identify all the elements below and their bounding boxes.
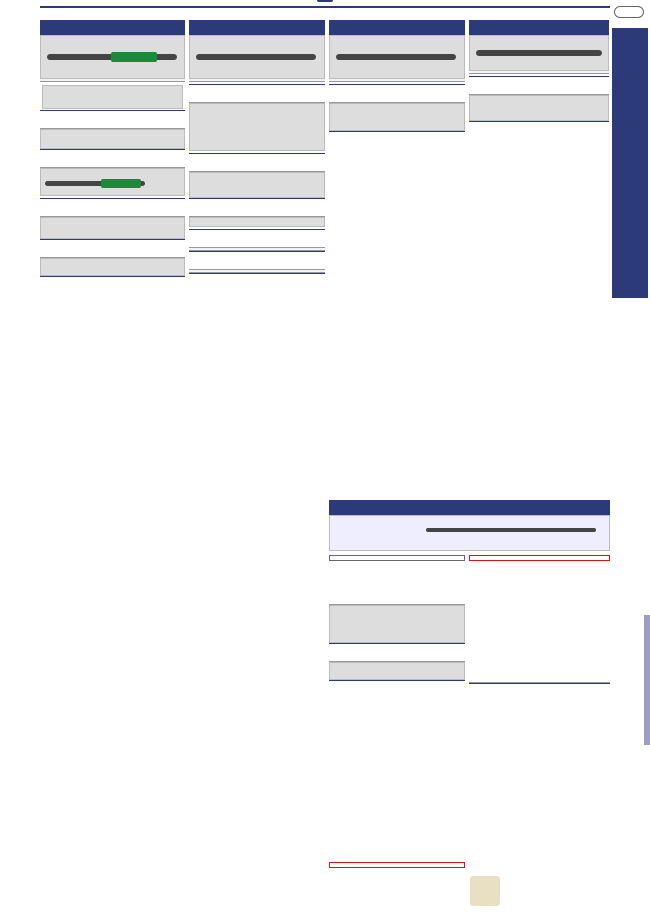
page-number bbox=[614, 6, 644, 18]
section-ratchet-head-3 bbox=[329, 590, 465, 644]
column-2 bbox=[189, 20, 325, 277]
section-torx-head bbox=[189, 233, 325, 252]
product-image bbox=[329, 662, 465, 680]
notes bbox=[40, 196, 185, 198]
product-image bbox=[40, 35, 185, 79]
section-head-adapter bbox=[40, 243, 185, 277]
section-bit-adapter-head bbox=[189, 255, 325, 274]
product-image bbox=[469, 35, 609, 71]
product-image bbox=[329, 605, 465, 643]
section-preset-wrench bbox=[40, 153, 185, 199]
section-open-ring-head-2 bbox=[329, 647, 465, 681]
section-ratchet-head bbox=[189, 88, 325, 154]
product-image bbox=[189, 35, 325, 79]
lower-col3 bbox=[329, 590, 465, 684]
product-image bbox=[189, 217, 325, 227]
product-image bbox=[40, 258, 185, 276]
product-image bbox=[189, 172, 325, 198]
product-image bbox=[40, 129, 185, 149]
nav-marker bbox=[644, 615, 650, 745]
product-image bbox=[329, 103, 465, 131]
swap-section bbox=[329, 500, 610, 551]
section-ring-head bbox=[40, 202, 185, 240]
column-3 bbox=[329, 20, 465, 135]
chapter-tab[interactable] bbox=[612, 28, 648, 298]
preset-note bbox=[329, 555, 465, 561]
section-digital-wrench bbox=[469, 20, 609, 77]
product-image bbox=[469, 95, 609, 121]
swap-diagram bbox=[329, 515, 610, 551]
top-banner bbox=[40, 6, 610, 20]
section-ratchet-head-2 bbox=[469, 80, 609, 122]
section-ring-head-2 bbox=[329, 88, 465, 132]
product-image bbox=[40, 217, 185, 239]
truck-icon bbox=[470, 876, 500, 906]
battery-note bbox=[329, 862, 465, 868]
detail-image bbox=[42, 85, 183, 109]
section-open-ring-head bbox=[189, 157, 325, 199]
product-image bbox=[189, 103, 325, 151]
section-adjustable-wrench-2 bbox=[189, 20, 325, 85]
product-image bbox=[40, 168, 185, 196]
column-1 bbox=[40, 20, 185, 280]
notes bbox=[40, 82, 185, 84]
section-adjustable-preset-wrench bbox=[329, 20, 465, 85]
section-spanner-head-2 bbox=[469, 668, 610, 684]
column-4 bbox=[469, 20, 609, 125]
section-adjustable-wrench bbox=[40, 20, 185, 111]
section-ring-adapter bbox=[189, 202, 325, 230]
lower-col4 bbox=[469, 668, 610, 687]
product-image bbox=[329, 35, 465, 79]
caution-box bbox=[469, 555, 610, 561]
section-spanner-head bbox=[40, 114, 185, 150]
